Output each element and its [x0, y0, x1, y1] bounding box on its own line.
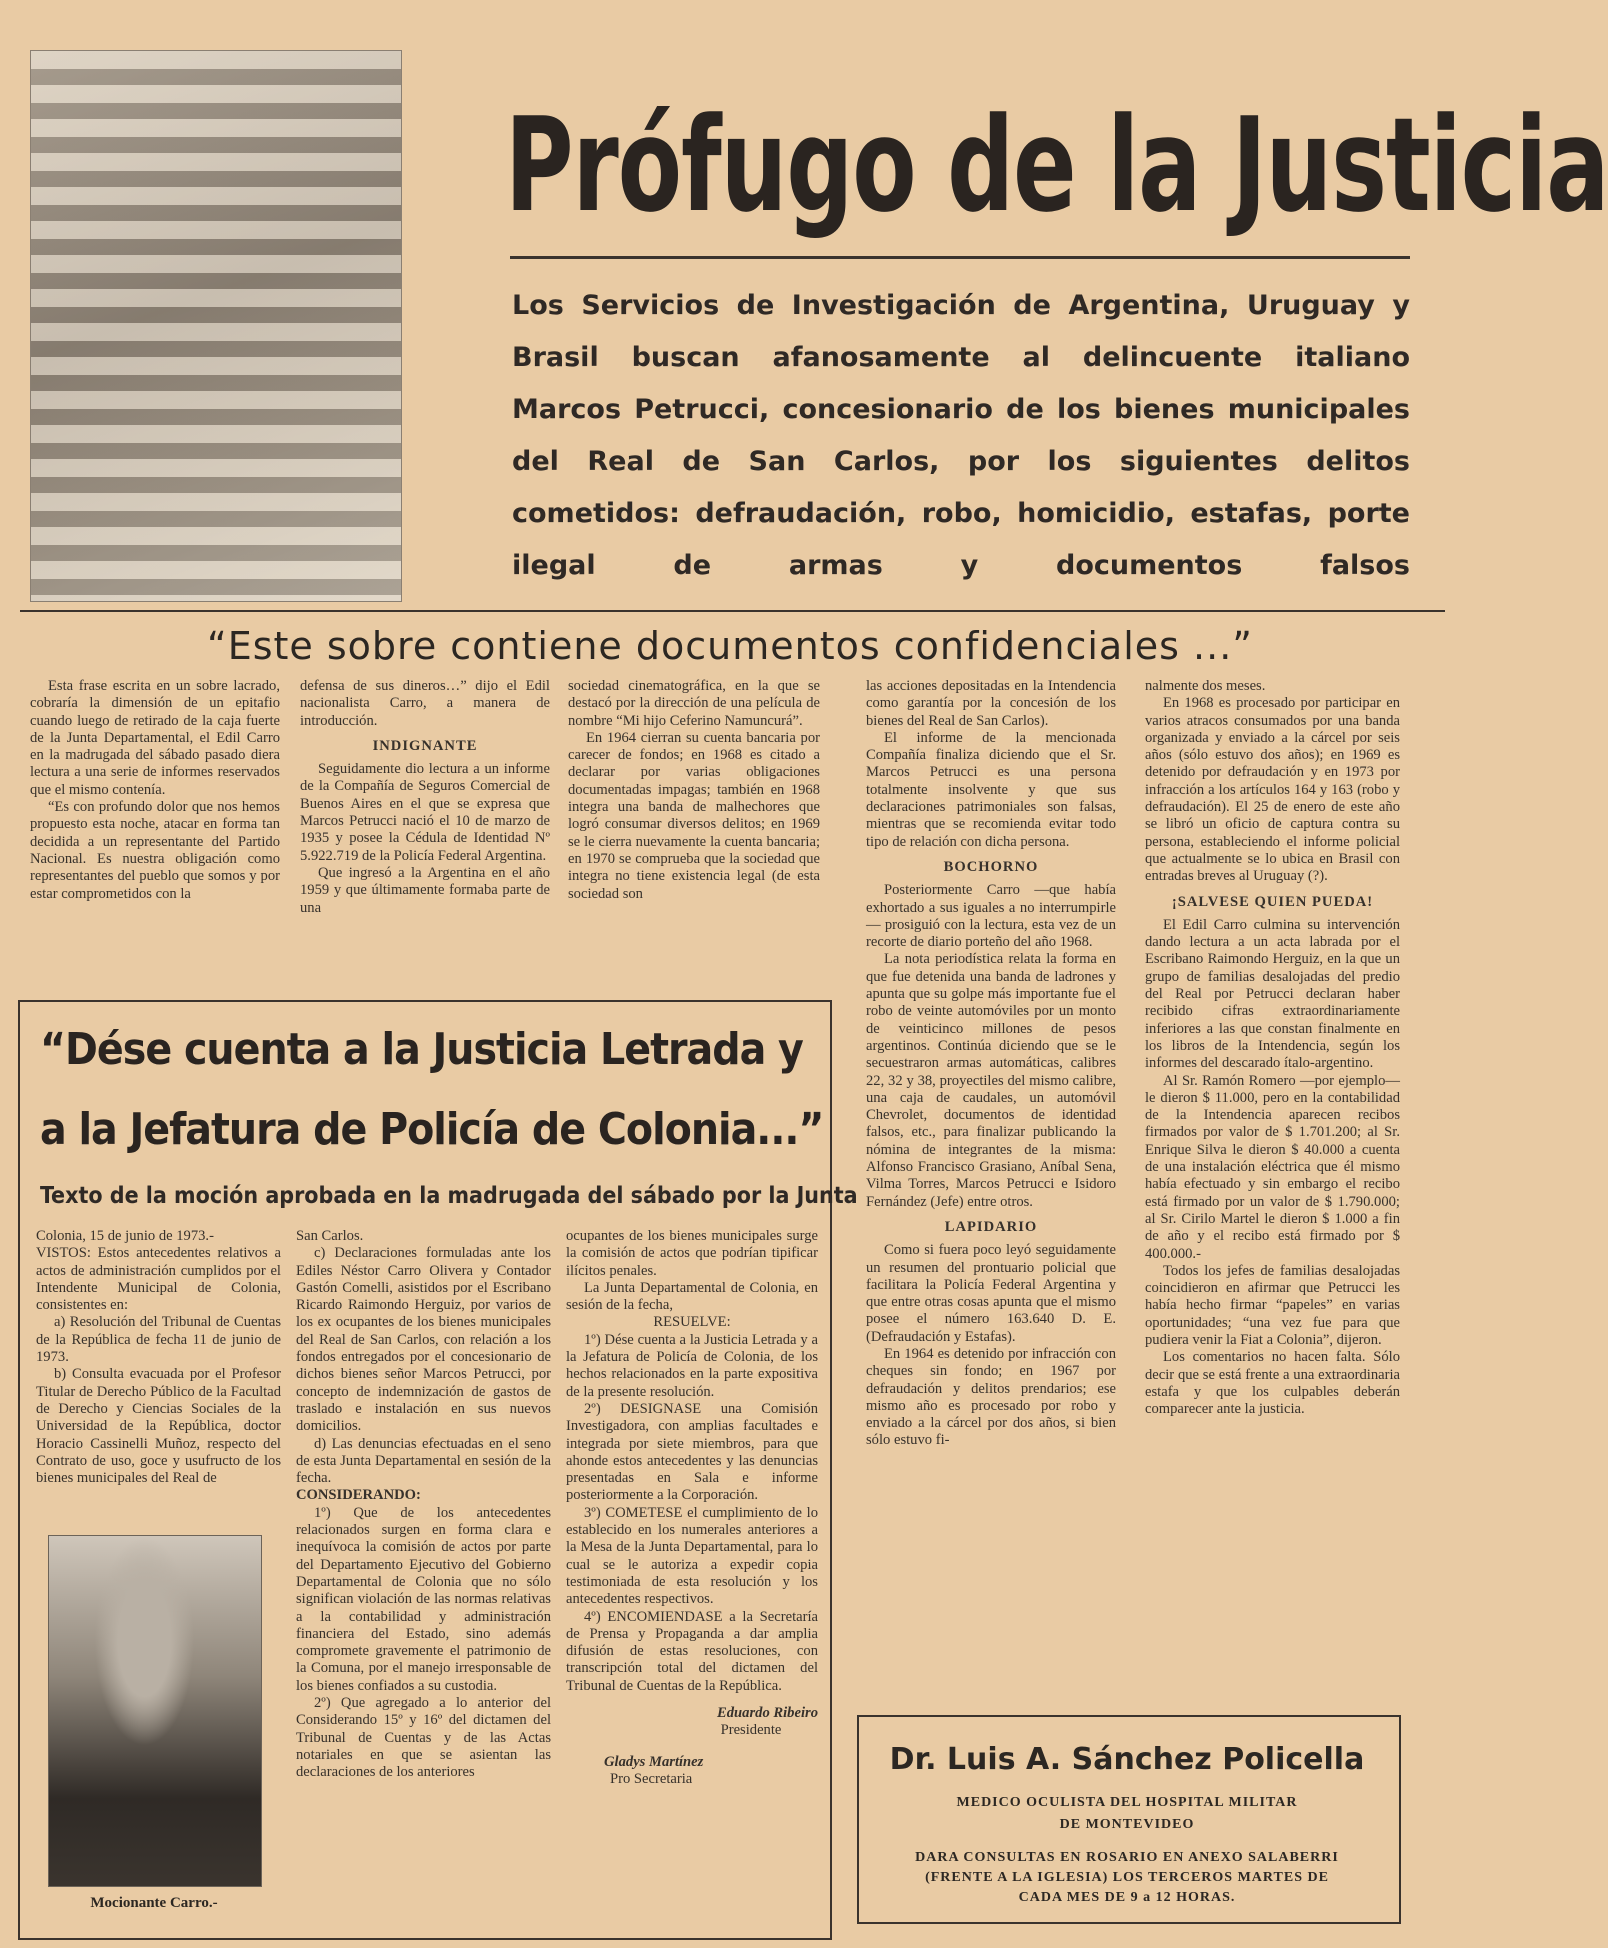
paragraph: CONSIDERANDO:	[296, 1487, 421, 1504]
paragraph: b) Consulta evacuada por el Profesor Titular de Derecho Público de la Facultad de Derecho y Ciencias Sociales de la Universidad de la República, doctor Horacio Cassinelli Muñoz, respecto del Contrato de uso, goce y usufructo de los bienes municipales del Real de	[36, 1366, 281, 1487]
paragraph: La nota periodística relata la forma en que fue detenida una banda de ladrones y apunta que su golpe más importante fue el robo de veinte automóviles por un monto de veinticinco millones de pesos argentinos. Continúa diciendo que se le secuestraron armas automáticas, calibres 22, 32 y 38, proyectiles del mismo calibre, una caja de caudales, un automóvil Chevrolet, documentos de identidad falsos, etc., para finalizar publicando la nómina de integrantes de la misma: Alfonso Francisco Grasiano, Aníbal Sena, Vilma Torres, Marcos Petrucci e Isidoro Fernández (Jefe) entre otros.	[866, 951, 1116, 1210]
motion-col-2	[296, 1228, 551, 1928]
motion-headline-line2: a la Jefatura de Policía de Colonia...”	[40, 1104, 824, 1155]
paragraph: La Junta Departamental de Colonia, en sesión de la fecha,	[566, 1279, 818, 1314]
petrucci-photo	[30, 50, 402, 602]
paragraph: En 1968 es procesado por participar en varios atracos consumados por una banda organizada y enviado a la cárcel por seis años (sólo estuvo dos años); en 1969 es detenido por defraudación y en 1973 por infracción a los artículos 164 y 163 (robo y defraudación). El 25 de enero de este año se libró un oficio de captura contra su persona, estableciendo el informe policial que actualmente se lo ubica en Brasil con entradas breves al Uruguay (?).	[1145, 695, 1400, 885]
paragraph: c) Declaraciones formuladas ante los Ediles Néstor Carro Olivera y Contador Gastón Comelli, asistidos por el Escribano Ricardo Raimondo Herguiz, por varios de los ex ocupantes de los bienes municipales del Real de San Carlos, con relación a los fondos entregados por el concesionario de dichos bienes señor Marcos Petrucci, por concepto de indemnización de gastos de traslado e instalación en sus nuevos domicilios.	[296, 1245, 551, 1435]
paragraph: Posteriormente Carro —que había exhortado a sus iguales a no interrumpirle— prosiguió con la lectura, esta vez de un recorte de diario porteño del año 1968.	[866, 882, 1116, 951]
motion-col-1	[36, 1228, 281, 1518]
ad-line: (FRENTE A LA IGLESIA) LOS TERCEROS MARTES DE	[925, 1870, 1329, 1885]
paragraph: d) Las denuncias efectuadas en el seno de esta Junta Departamental en sesión de la fecha.	[296, 1435, 551, 1487]
paragraph: El informe de la mencionada Compañía finaliza diciendo que el Sr. Marcos Petrucci es una persona totalmente insolvente y que sus declaraciones patrimoniales son falsas, mientras que se recomienda evitar todo tipo de relación con dicha persona.	[866, 729, 1116, 850]
article-headline: “Este sobre contiene documentos confidenciales ...”	[207, 624, 1253, 668]
signature-name: Gladys Martínez	[604, 1753, 704, 1770]
ad-line: DARA CONSULTAS EN ROSARIO EN ANEXO SALABERRI	[915, 1850, 1339, 1865]
paragraph: San Carlos.	[296, 1228, 364, 1244]
ad-name: Dr. Luis A. Sánchez Policella	[889, 1742, 1365, 1777]
subhead: LAPIDARIO	[944, 1218, 1038, 1235]
paragraph: En 1964 es detenido por infracción con cheques sin fondo; en 1967 por defraudación y delitos prendarios; ese mismo año es procesado por robo y enviado a la cárcel por dos años, si bien sólo estuvo fi-	[866, 1345, 1116, 1449]
signature-role: Pro Secretaria	[610, 1770, 693, 1787]
paragraph: defensa de sus dineros…” dijo el Edil nacionalista Carro, a manera de introducción.	[300, 678, 550, 729]
paragraph: Los comentarios no hacen falta. Sólo decir que se está frente a una extraordinaria estafa y que los culpables deberán comparecer ante la justicia.	[1145, 1349, 1400, 1418]
ad-line: CADA MES DE 9 a 12 HORAS.	[1018, 1890, 1236, 1905]
motion-subhead: Texto de la moción aprobada en la madrugada del sábado por la Junta	[40, 1183, 858, 1209]
paragraph: ocupantes de los bienes municipales surge la comisión de actos que podrían tipificar ilícitos penales.	[566, 1228, 818, 1279]
paragraph: Al Sr. Ramón Romero —por ejemplo— le dieron $ 11.000, pero en la contabilidad de la Intendencia aparecen recibos firmados por valor de $ 1.701.200; al Sr. Enrique Silva le dieron $ 40.000 a cuenta de una instalación eléctrica que él mismo había efectuado y sin embargo el recibo está firmado por un valor de $ 1.790.000; al Sr. Cirilo Martel le dieron $ 1.000 a fin de año y el recibo está firmado por $ 400.000.-	[1145, 1072, 1400, 1262]
paragraph: En 1964 cierran su cuenta bancaria por carecer de fondos; en 1968 es citado a declarar por varias obligaciones documentadas impagas; también en 1968 integra una banda de malhechores que logró consumar diversos delitos; en 1969 se le cierra nuevamente la cuenta bancaria; en 1970 se comprueba que la sociedad que integra no tiene existencia legal (de esta sociedad son	[568, 729, 820, 902]
paragraph: 1º) Que de los antecedentes relacionados surgen en forma clara e inequívoca la comisión de actos por parte del Departamento Ejecutivo del Gobierno Departamental de Colonia que no sólo significan violación de las normas relativas a la contabilidad y administración financiera del Estado, sino además compromete gravemente el patrimonio de la Comuna, por el manejo irresponsable de los bienes confiados a su custodia.	[296, 1504, 551, 1694]
article-col-2	[300, 678, 550, 938]
paragraph: 3º) COMETESE el cumplimiento de lo establecido en los numerales anteriores a la Mesa de la Junta Departamental, para lo cual se le autoriza a expedir copia testimoniada de esta resolución y los antecedentes respectivos.	[566, 1504, 818, 1608]
paragraph: 4º) ENCOMIENDASE a la Secretaría de Prensa y Propaganda a dar amplia difusión de estas resoluciones, con transcripción total del dictamen del Tribunal de Cuentas de la República.	[566, 1608, 818, 1694]
article-col-1	[30, 678, 280, 938]
article-col-5	[1145, 678, 1400, 1658]
paragraph: Como si fuera poco leyó seguidamente un resumen del prontuario policial que facilitara la Policía Federal Argentina y que entre otras cosas apunta que el mismo posee el número 163.640 D. E. (Defraudación y Estafas).	[866, 1242, 1116, 1345]
paragraph: Esta frase escrita en un sobre lacrado, cobraría la dimensión de un epitafio cuando luego de retirado de la caja fuerte de la Junta Departamental, el Edil Carro en la madrugada del sábado pasado diera lectura a una serie de informes reservados que el mismo contenía.	[30, 678, 280, 798]
page-title: Prófugo de la Justicia	[505, 88, 1608, 242]
paragraph: VISTOS: Estos antecedentes relativos a actos de administración cumplidos por el Intendente Municipal de Colonia, consistentes en:	[36, 1245, 281, 1314]
subhead: ¡SALVESE QUIEN PUEDA!	[1171, 893, 1374, 910]
paragraph: nalmente dos meses.	[1145, 678, 1266, 694]
paragraph: 1º) Dése cuenta a la Justicia Letrada y a la Jefatura de Policía de Colonia, de los hechos relacionados en la parte expositiva de la presente resolución.	[566, 1331, 818, 1400]
signature-role: Presidente	[720, 1722, 782, 1739]
paragraph: “Es con profundo dolor que nos hemos propuesto esta noche, atacar en forma tan decidida a un representante del Partido Nacional. Es nuestra obligación como representantes del pueblo que somos y por estar comprometidos con la	[30, 799, 280, 902]
carro-photo	[48, 1535, 262, 1887]
paragraph: Seguidamente dio lectura a un informe de la Compañía de Seguros Comercial de Buenos Aires en el que se expresa que Marcos Petrucci nació el 10 de marzo de 1935 y posee la Cédula de Identidad Nº 5.922.719 de la Policía Federal Argentina.	[300, 761, 550, 864]
motion-headline-line1: “Dése cuenta a la Justicia Letrada y	[40, 1024, 803, 1075]
paragraph: RESUELVE:	[653, 1314, 731, 1331]
motion-col-3	[566, 1228, 818, 1928]
paragraph: 2º) DESIGNASE una Comisión Investigadora, con amplias facultades e integrada por siete miembros, para que ahonde estos antecedentes y las denuncias presentadas en Sala e informe posteriormente a la Corporación.	[566, 1400, 818, 1504]
paragraph: sociedad cinematográfica, en la que se destacó por la dirección de una película de nombre “Mi hijo Ceferino Namuncurá”.	[568, 678, 820, 729]
signature-name: Eduardo Ribeiro	[717, 1705, 818, 1722]
article-col-4	[866, 678, 1116, 1658]
paragraph: Todos los jefes de familias desalojadas coincidieron en afirmar que Petrucci les había hecho firmar “papeles” en varias oportunidades; “una vez fue para que pudiera venir la Fiat a Colonia”, dijeron.	[1145, 1262, 1400, 1348]
paragraph: Colonia, 15 de junio de 1973.-	[36, 1228, 214, 1244]
deck-text: Los Servicios de Investigación de Argentina, Uruguay y Brasil buscan afanosamente al delincuente italiano Marcos Petrucci, concesionario de los bienes municipales del Real de San Carlos, por los siguientes delitos cometidos: defraudación, robo, homicidio, estafas, porte ilegal de armas y documentos falsos	[512, 290, 1410, 581]
subhead: INDIGNANTE	[372, 737, 478, 754]
paragraph: las acciones depositadas en la Intendencia como garantía por la concesión de los bienes del Real de San Carlos).	[866, 678, 1116, 729]
article-col-3	[568, 678, 820, 938]
photo-caption: Mocionante Carro.-	[90, 1895, 218, 1911]
paragraph: a) Resolución del Tribunal de Cuentas de la República de fecha 11 de junio de 1973.	[36, 1314, 281, 1366]
paragraph: El Edil Carro culmina su intervención dando lectura a un acta labrada por el Escribano Raimondo Herguiz, en la que un grupo de familias desalojadas del predio del Real por Petrucci declaran haber recibido cifras extraordinariamente inferiores a las que constan finalmente en los libros de la Intendencia, según los informes del descarado ítalo-argentino.	[1145, 916, 1400, 1072]
title-rule	[510, 256, 1410, 259]
ad-line: DE MONTEVIDEO	[1059, 1817, 1195, 1832]
paragraph: 2º) Que agregado a lo anterior del Considerando 15º y 16º del dictamen del Tribunal de Cuentas y de las Actas notariales en que se asientan las declaraciones de los anteriores	[296, 1695, 551, 1781]
top-rule	[20, 610, 1445, 612]
subhead: BOCHORNO	[943, 858, 1039, 875]
ad-line: MEDICO OCULISTA DEL HOSPITAL MILITAR	[956, 1795, 1298, 1810]
paragraph: Que ingresó a la Argentina en el año 1959 y que últimamente formaba parte de una	[300, 864, 550, 916]
